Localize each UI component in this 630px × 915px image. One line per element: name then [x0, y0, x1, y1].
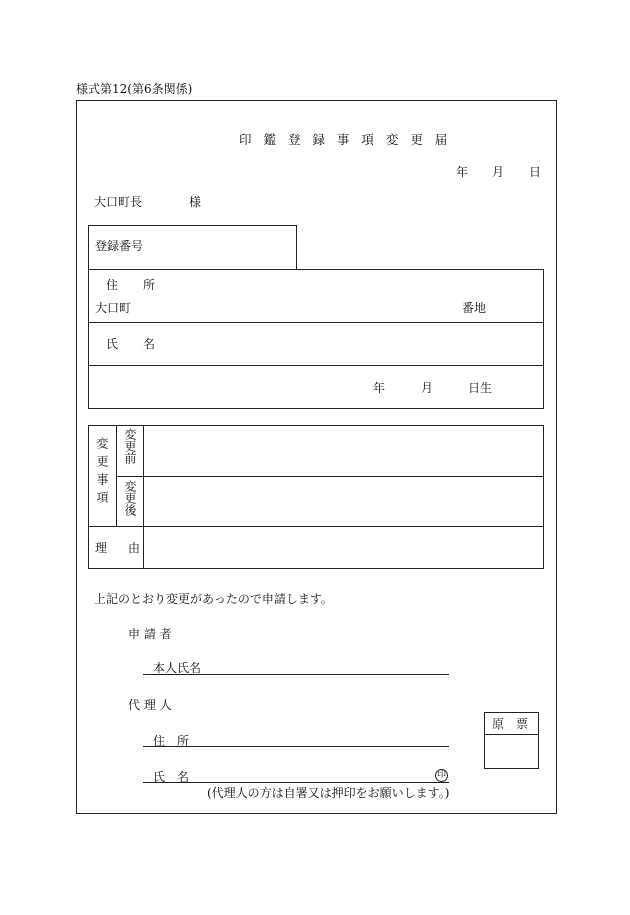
change-after-label: 変更後 — [123, 480, 137, 516]
agent-label: 代 理 人 — [128, 698, 172, 712]
divider-line — [88, 322, 544, 323]
divider-line — [116, 476, 544, 477]
divider-line — [143, 425, 144, 569]
form-number: 様式第12(第6条関係) — [76, 82, 193, 96]
date-day-label: 日 — [529, 165, 542, 179]
divider-line — [88, 526, 544, 527]
address-field[interactable] — [140, 298, 458, 316]
statement-text: 上記のとおり変更があったので申請します。 — [94, 592, 333, 606]
reason-field[interactable] — [145, 528, 542, 567]
reason-label-2: 由 — [128, 541, 141, 555]
change-section-label: 変更事項 — [95, 437, 109, 509]
form-title: 印 鑑 登 録 事 項 変 更 届 — [239, 132, 452, 147]
birth-month-label: 月 — [421, 381, 434, 395]
change-after-field[interactable] — [145, 478, 542, 524]
name-label-2: 名 — [143, 337, 156, 351]
agent-name-label: 氏 名 — [153, 770, 190, 784]
reason-label-1: 理 — [95, 541, 108, 555]
registration-number-label: 登録番号 — [95, 239, 144, 253]
address-label-2: 所 — [143, 278, 156, 292]
change-before-field[interactable] — [145, 427, 542, 474]
birth-day-label: 日生 — [468, 381, 493, 395]
name-field[interactable] — [165, 330, 535, 358]
original-slip-label: 原 票 — [492, 717, 529, 731]
divider-line — [88, 365, 544, 366]
address-banchi: 番地 — [462, 301, 487, 315]
applicant-label: 申 請 者 — [128, 627, 172, 641]
date-month-label: 月 — [492, 165, 505, 179]
address-label-1: 住 — [106, 278, 119, 292]
address-town: 大口町 — [95, 301, 132, 315]
seal-mark: 印 — [436, 770, 446, 780]
agent-note: (代理人の方は自署又は押印をお願いします。) — [207, 786, 450, 800]
addressee-name: 大口町長 — [94, 195, 143, 209]
divider-line — [484, 734, 539, 735]
change-before-label: 変更前 — [123, 428, 137, 464]
birth-year-label: 年 — [373, 381, 386, 395]
date-year-label: 年 — [456, 165, 469, 179]
name-label-1: 氏 — [106, 337, 119, 351]
applicant-name-label: 本人氏名 — [153, 661, 202, 675]
addressee-honorific: 様 — [189, 195, 202, 209]
agent-address-label: 住 所 — [153, 734, 190, 748]
